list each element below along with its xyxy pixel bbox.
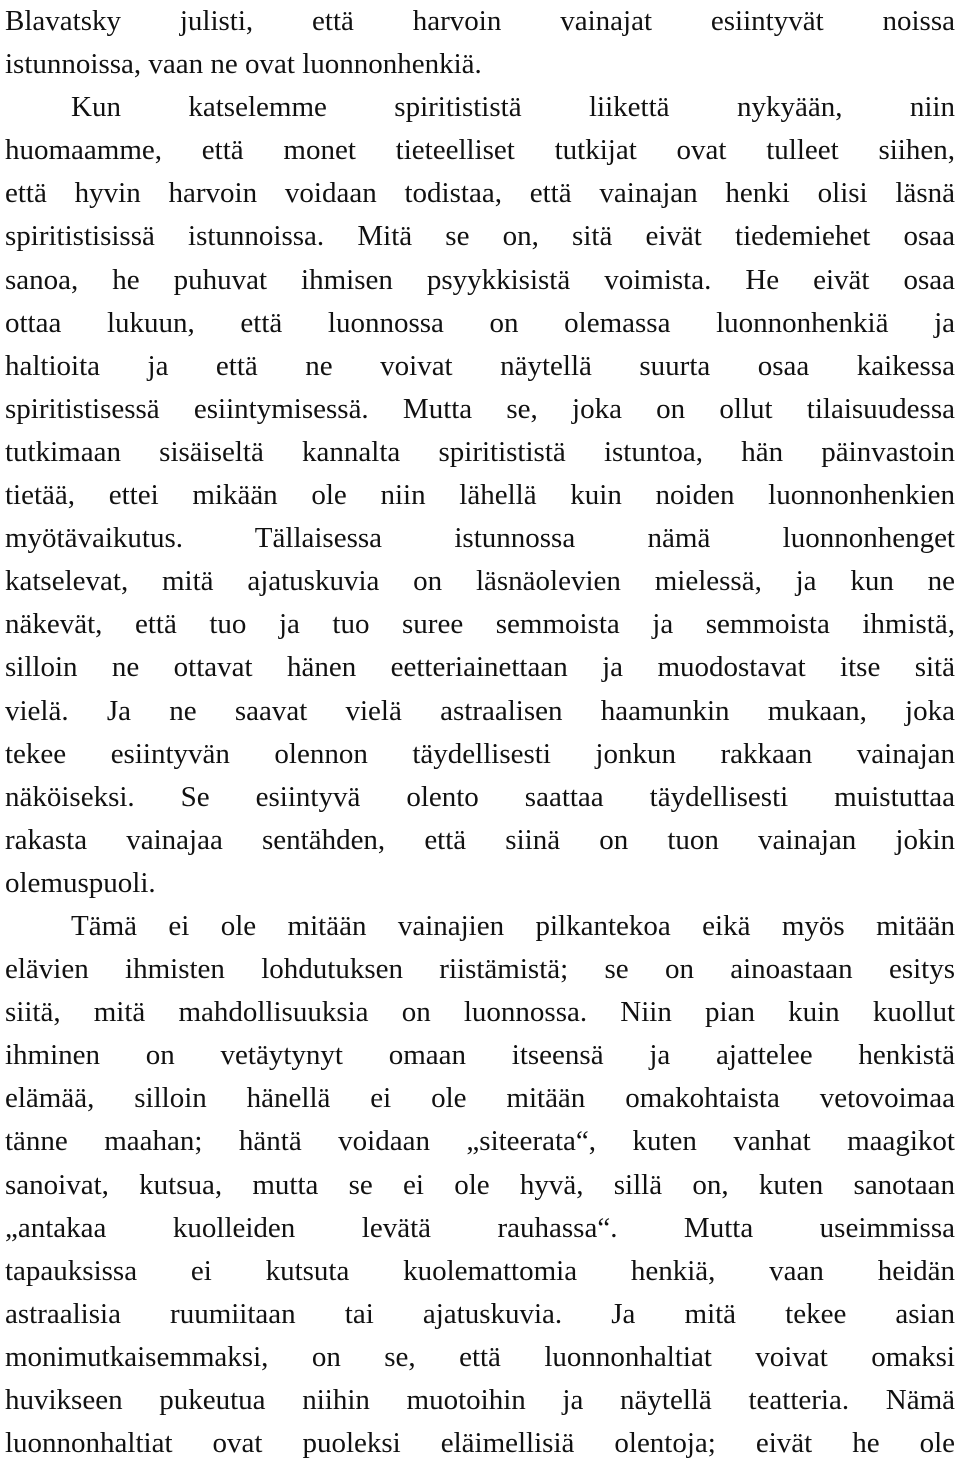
document-body bbox=[5, 0, 955, 1465]
text-line: haltioita ja että ne voivat näytellä suurta osaa kaikessa bbox=[5, 349, 955, 382]
text-line: Blavatsky julisti, että harvoin vainajat esiintyvät noissa bbox=[5, 5, 955, 37]
text-line: tapauksissa ei kutsuta kuolemattomia henkiä, vaan heidän bbox=[5, 1254, 955, 1287]
text-line: elämää, silloin hänellä ei ole mitään omakohtaista vetovoimaa bbox=[5, 1082, 955, 1115]
text-line: sanoa, he puhuvat ihmisen psyykkisistä voimista. He eivät osaa bbox=[5, 263, 955, 296]
text-line: elävien ihmisten lohdutuksen riistämistä; se on ainoastaan esitys bbox=[5, 953, 955, 986]
text-line: siitä, mitä mahdollisuuksia on luonnossa. Niin pian kuin kuollut bbox=[5, 996, 955, 1029]
text-line: spiritistisissä istunnoissa. Mitä se on, sitä eivät tiedemiehet osaa bbox=[5, 220, 955, 253]
text-line: istunnoissa, vaan ne ovat luonnonhenkiä. bbox=[5, 48, 482, 81]
paragraph-1 bbox=[5, 0, 955, 86]
text-line: tekee esiintyvän olennon täydellisesti jonkun rakkaan vainajan bbox=[5, 737, 955, 770]
text-line: astraalisia ruumiitaan tai ajatuskuvia. Ja mitä tekee asian bbox=[5, 1297, 955, 1330]
text-line: tutkimaan sisäiseltä kannalta spiritististä istuntoa, hän päinvastoin bbox=[5, 435, 955, 468]
text-line: huomaamme, että monet tieteelliset tutkijat ovat tulleet siihen, bbox=[5, 134, 955, 167]
text-line: ottaa lukuun, että luonnossa on olemassa luonnonhenkiä ja bbox=[5, 306, 955, 339]
text-line: näköiseksi. Se esiintyvä olento saattaa täydellisesti muistuttaa bbox=[5, 780, 955, 813]
text-line: että hyvin harvoin voidaan todistaa, että vainajan henki olisi läsnä bbox=[5, 177, 955, 210]
text-line: ihminen on vetäytynyt omaan itseensä ja ajattelee henkistä bbox=[5, 1039, 955, 1072]
text-line: Kun katselemme spiritististä liikettä nykyään, niin bbox=[71, 91, 955, 124]
text-line: silloin ne ottavat hänen eetteriainettaan ja muodostavat itse sitä bbox=[5, 651, 955, 684]
text-line: monimutkaisemmaksi, on se, että luonnonhaltiat voivat omaksi bbox=[5, 1340, 955, 1373]
text-line: Tämä ei ole mitään vainajien pilkantekoa eikä myös mitään bbox=[71, 909, 955, 942]
text-line: huvikseen pukeutua niihin muotoihin ja näytellä teatteria. Nämä bbox=[5, 1384, 955, 1416]
text-line: sanoivat, kutsua, mutta se ei ole hyvä, sillä on, kuten sanotaan bbox=[5, 1168, 955, 1201]
text-line: „antakaa kuolleiden levätä rauhassa“. Mutta useimmissa bbox=[5, 1211, 955, 1244]
text-line: tänne maahan; häntä voidaan „siteerata“, kuten vanhat maagikot bbox=[5, 1125, 955, 1158]
text-line: myötävaikutus. Tällaisessa istunnossa nämä luonnonhenget bbox=[5, 522, 955, 555]
paragraph-2 bbox=[5, 86, 955, 905]
text-line: näkevät, että tuo ja tuo suree semmoista ja semmoista ihmistä, bbox=[5, 608, 955, 641]
text-line: luonnonhaltiat ovat puoleksi eläimellisiä olentoja; eivät he ole bbox=[5, 1427, 955, 1460]
text-line: vielä. Ja ne saavat vielä astraalisen haamunkin mukaan, joka bbox=[5, 694, 955, 727]
text-line: spiritistisessä esiintymisessä. Mutta se, joka on ollut tilaisuudessa bbox=[5, 392, 955, 425]
text-line: tietää, ettei mikään ole niin lähellä kuin noiden luonnonhenkien bbox=[5, 479, 955, 512]
text-line: rakasta vainajaa sentähden, että siinä on tuon vainajan jokin bbox=[5, 823, 955, 856]
text-line: olemuspuoli. bbox=[5, 866, 156, 899]
paragraph-3 bbox=[5, 905, 955, 1465]
text-line: katselevat, mitä ajatuskuvia on läsnäolevien mielessä, ja kun ne bbox=[5, 565, 955, 598]
